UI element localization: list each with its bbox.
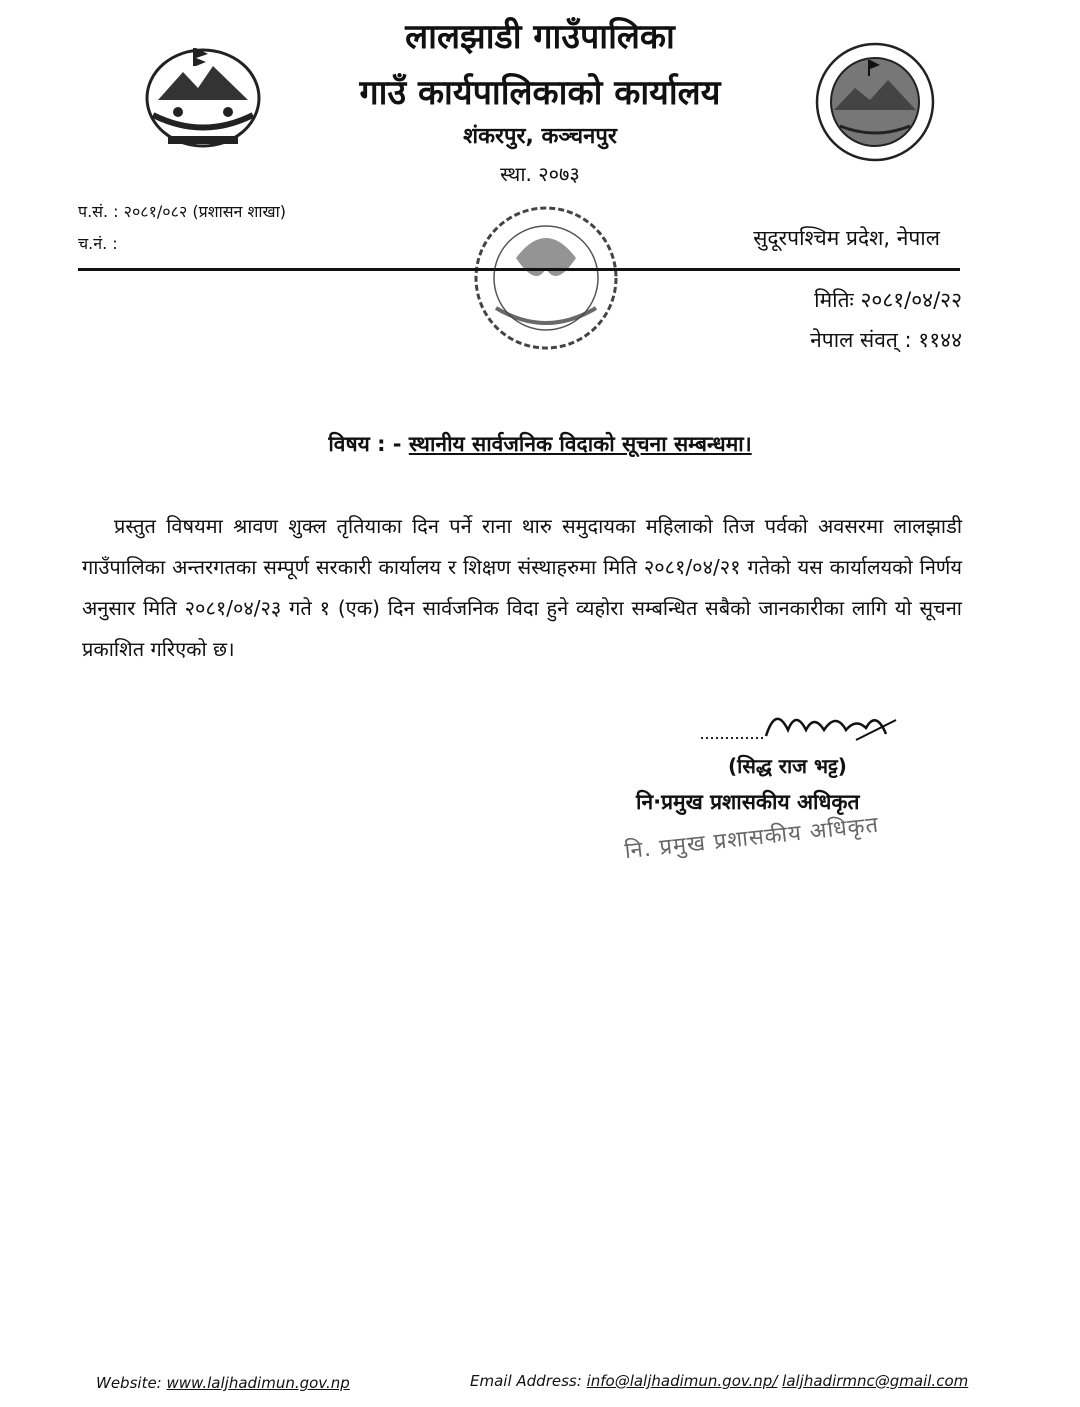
handwritten-signature xyxy=(696,700,906,750)
signatory-name: (सिद्ध राज भट्ट) xyxy=(728,754,847,778)
nepal-sambat-year: नेपाल संवत् : ११४४ xyxy=(810,328,962,352)
footer-email xyxy=(470,1372,968,1390)
subject-prefix: विषय : - xyxy=(328,432,402,456)
website-link[interactable]: www.laljhadimun.gov.np xyxy=(166,1374,350,1392)
office-address: शंकरपुर, कञ्चनपुर xyxy=(463,124,617,149)
subject-text: स्थानीय सार्वजनिक विदाको सूचना सम्बन्धमा। xyxy=(408,432,752,456)
office-seal-stamp xyxy=(466,198,626,358)
letter-reference-number: प.सं. : २०८१/०८२ (प्रशासन शाखा) xyxy=(78,202,287,221)
established-year: स्था. २०७३ xyxy=(500,162,580,186)
municipality-name: लालझाडी गाउँपालिका xyxy=(405,17,675,57)
email-label: Email Address: xyxy=(470,1372,582,1390)
header-divider xyxy=(78,268,960,271)
website-label: Website: xyxy=(96,1374,162,1392)
subject-line xyxy=(0,430,1080,458)
letter-date: मितिः २०८१/०४/२२ xyxy=(814,288,962,312)
email-link-1[interactable]: info@laljhadimun.gov.np/ xyxy=(586,1372,778,1390)
signatory-title: नि·प्रमुख प्रशासकीय अधिकृत xyxy=(636,790,860,814)
office-name: गाउँ कार्यपालिकाको कार्यालय xyxy=(359,73,721,113)
footer-website xyxy=(96,1374,350,1392)
email-link-2[interactable]: laljhadirmnc@gmail.com xyxy=(782,1372,969,1390)
title-stamp: नि. प्रमुख प्रशासकीय अधिकृत xyxy=(623,812,881,865)
dispatch-number: च.नं. : xyxy=(78,234,118,253)
notice-body: प्रस्तुत विषयमा श्रावण शुक्ल तृतियाका दिन पर्ने राना थारु समुदायका महिलाको तिज पर्वको अवसरमा लालझाडी गाउँपालिका अन्तरगतका सम्पूर्ण सरकारी कार्यालय र शिक्षण संस्थाहरुमा मिति २०८१/०४/२१ गतेको यस कार्यालयको निर्णय अनुसार मिति २०८१/०४/२३ गते १ (एक) दिन सार्वजनिक विदा हुने व्यहोरा सम्बन्धित सबैको जानकारीका लागि यो सूचना प्रकाशित गरिएको छ। xyxy=(82,514,962,661)
province-name: सुदूरपश्चिम प्रदेश, नेपाल xyxy=(753,226,940,250)
